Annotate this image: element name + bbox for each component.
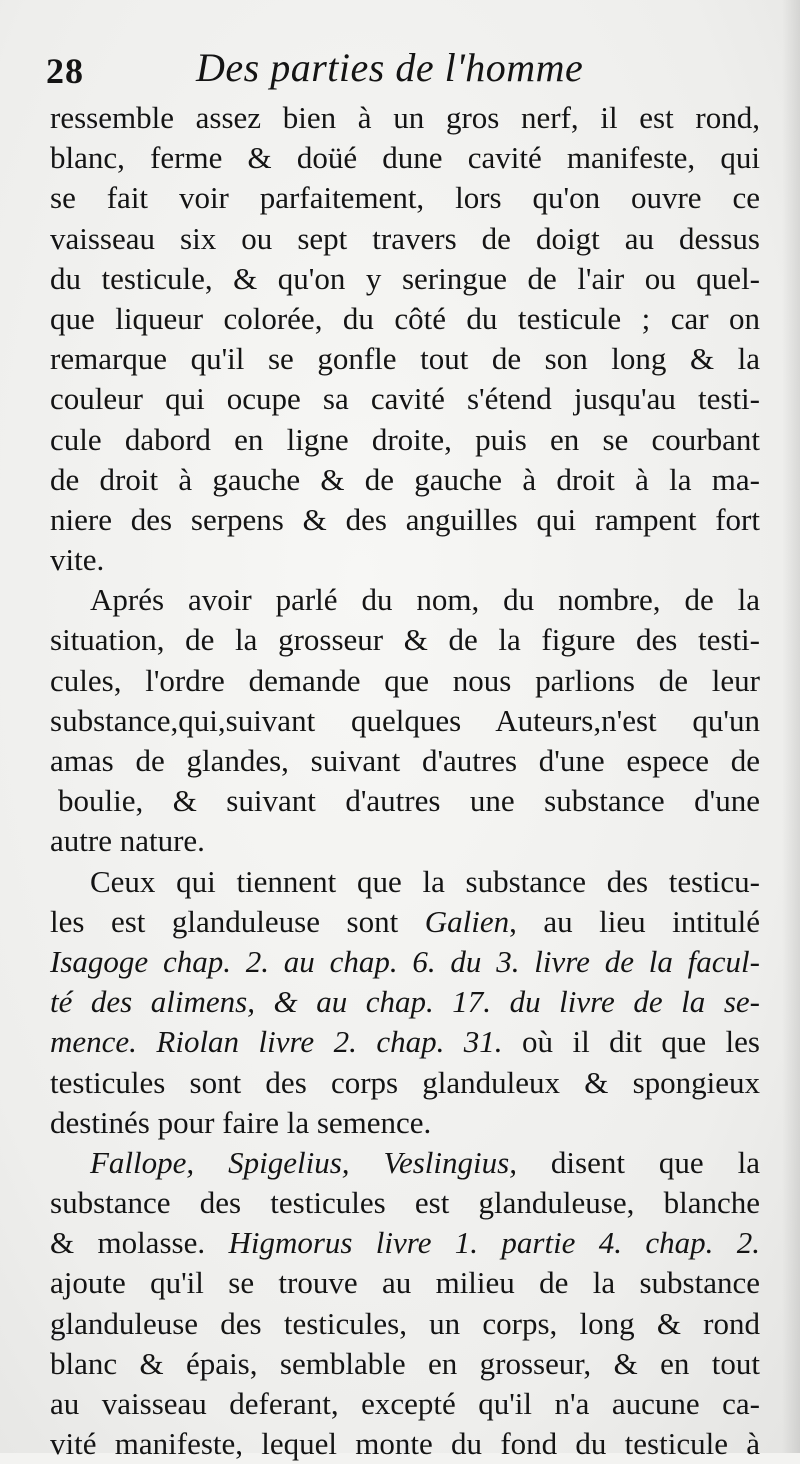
author-name: Galien <box>424 903 510 939</box>
text-line: substance des testicules est glanduleuse, blanche <box>50 1185 760 1221</box>
text-line: vité manifeste, lequel monte du fond du testicule à <box>50 1426 760 1462</box>
text-line: testicules sont des corps glanduleux & spongieux <box>50 1064 760 1100</box>
text-line: que liqueur colorée, du côté du testicule ; car on <box>50 300 760 336</box>
text-run: & molasse. <box>50 1225 229 1261</box>
text-run <box>137 1024 156 1059</box>
page-header <box>46 44 766 100</box>
text-run: disent que la <box>516 1144 760 1180</box>
text-line: remarque qu'il se gonfle tout de son long & la <box>50 341 760 377</box>
text-line <box>50 1223 760 1263</box>
text-line: ressemble assez bien à un gros nerf, il est rond, <box>50 100 760 135</box>
text-line: boulie, & suivant d'autres une substance d'une <box>58 783 760 819</box>
text-line: au vaisseau deferant, excepté qu'il n'a aucune ca- <box>50 1386 760 1421</box>
text-line <box>50 982 760 1022</box>
text-line: substance,qui,suivant quelques Auteurs,n'est qu'un <box>50 702 760 738</box>
text-line <box>50 1022 760 1062</box>
paragraph-start-line: Aprés avoir parlé du nom, du nombre, de la <box>90 582 760 618</box>
running-title: Des parties de l'homme <box>196 45 584 90</box>
paragraph-start-line <box>50 1143 760 1183</box>
citation-text: té des alimens, & au chap. 17. du livre de la se- <box>50 984 760 1020</box>
author-names: Fallope, Spigelius, Veslingius, <box>90 1144 517 1180</box>
body-text <box>50 98 760 1464</box>
text-line: de droit à gauche & de gauche à droit à la ma- <box>50 461 760 497</box>
citation-text: Higmorus livre 1. partie 4. chap. 2. <box>228 1225 760 1261</box>
citation-text: Isagoge chap. 2. au chap. 6. du 3. livre de la facul- <box>50 943 760 979</box>
citation-text: mence. <box>50 1024 137 1060</box>
text-run: où il dit que les <box>502 1024 760 1060</box>
text-line: blanc, ferme & doüé dune cavité manifeste, qui <box>50 140 760 176</box>
text-line: cule dabord en ligne droite, puis en se courbant <box>50 421 760 457</box>
paragraph-start-line: Ceux qui tiennent que la substance des testicu- <box>90 863 760 899</box>
page-edge-shadow <box>782 0 800 1453</box>
text-line: amas de glandes, suivant d'autres d'une espece de <box>50 743 760 778</box>
text-run: , au lieu intitulé <box>509 903 760 939</box>
text-line: couleur qui ocupe sa cavité s'étend jusqu'au testi- <box>50 381 760 417</box>
text-line: cules, l'ordre demande que nous parlions de leur <box>50 662 760 698</box>
page-number: 28 <box>46 51 84 91</box>
text-line: autre nature. <box>50 823 205 859</box>
text-line: du testicule, & qu'on y seringue de l'air ou quel- <box>50 260 760 296</box>
text-line: se fait voir parfaitement, lors qu'on ouvre ce <box>50 180 760 216</box>
text-run: les est glanduleuse sont <box>50 903 425 939</box>
text-line: vaisseau six ou sept travers de doigt au dessus <box>50 220 760 256</box>
text-line: glanduleuse des testicules, un corps, long & rond <box>50 1305 760 1341</box>
text-line: destinés pour faire la semence. <box>50 1104 432 1140</box>
text-line: niere des serpens & des anguilles qui rampent fort <box>50 501 760 537</box>
text-line: vite. <box>50 542 105 578</box>
text-line: situation, de la grosseur & de la figure des testi- <box>50 622 760 658</box>
text-line <box>50 902 760 942</box>
citation-text: Riolan livre 2. chap. 31. <box>156 1024 503 1060</box>
text-line <box>50 942 760 982</box>
text-line: ajoute qu'il se trouve au milieu de la substance <box>50 1265 760 1301</box>
text-line: blanc & épais, semblable en grosseur, & en tout <box>50 1345 760 1381</box>
